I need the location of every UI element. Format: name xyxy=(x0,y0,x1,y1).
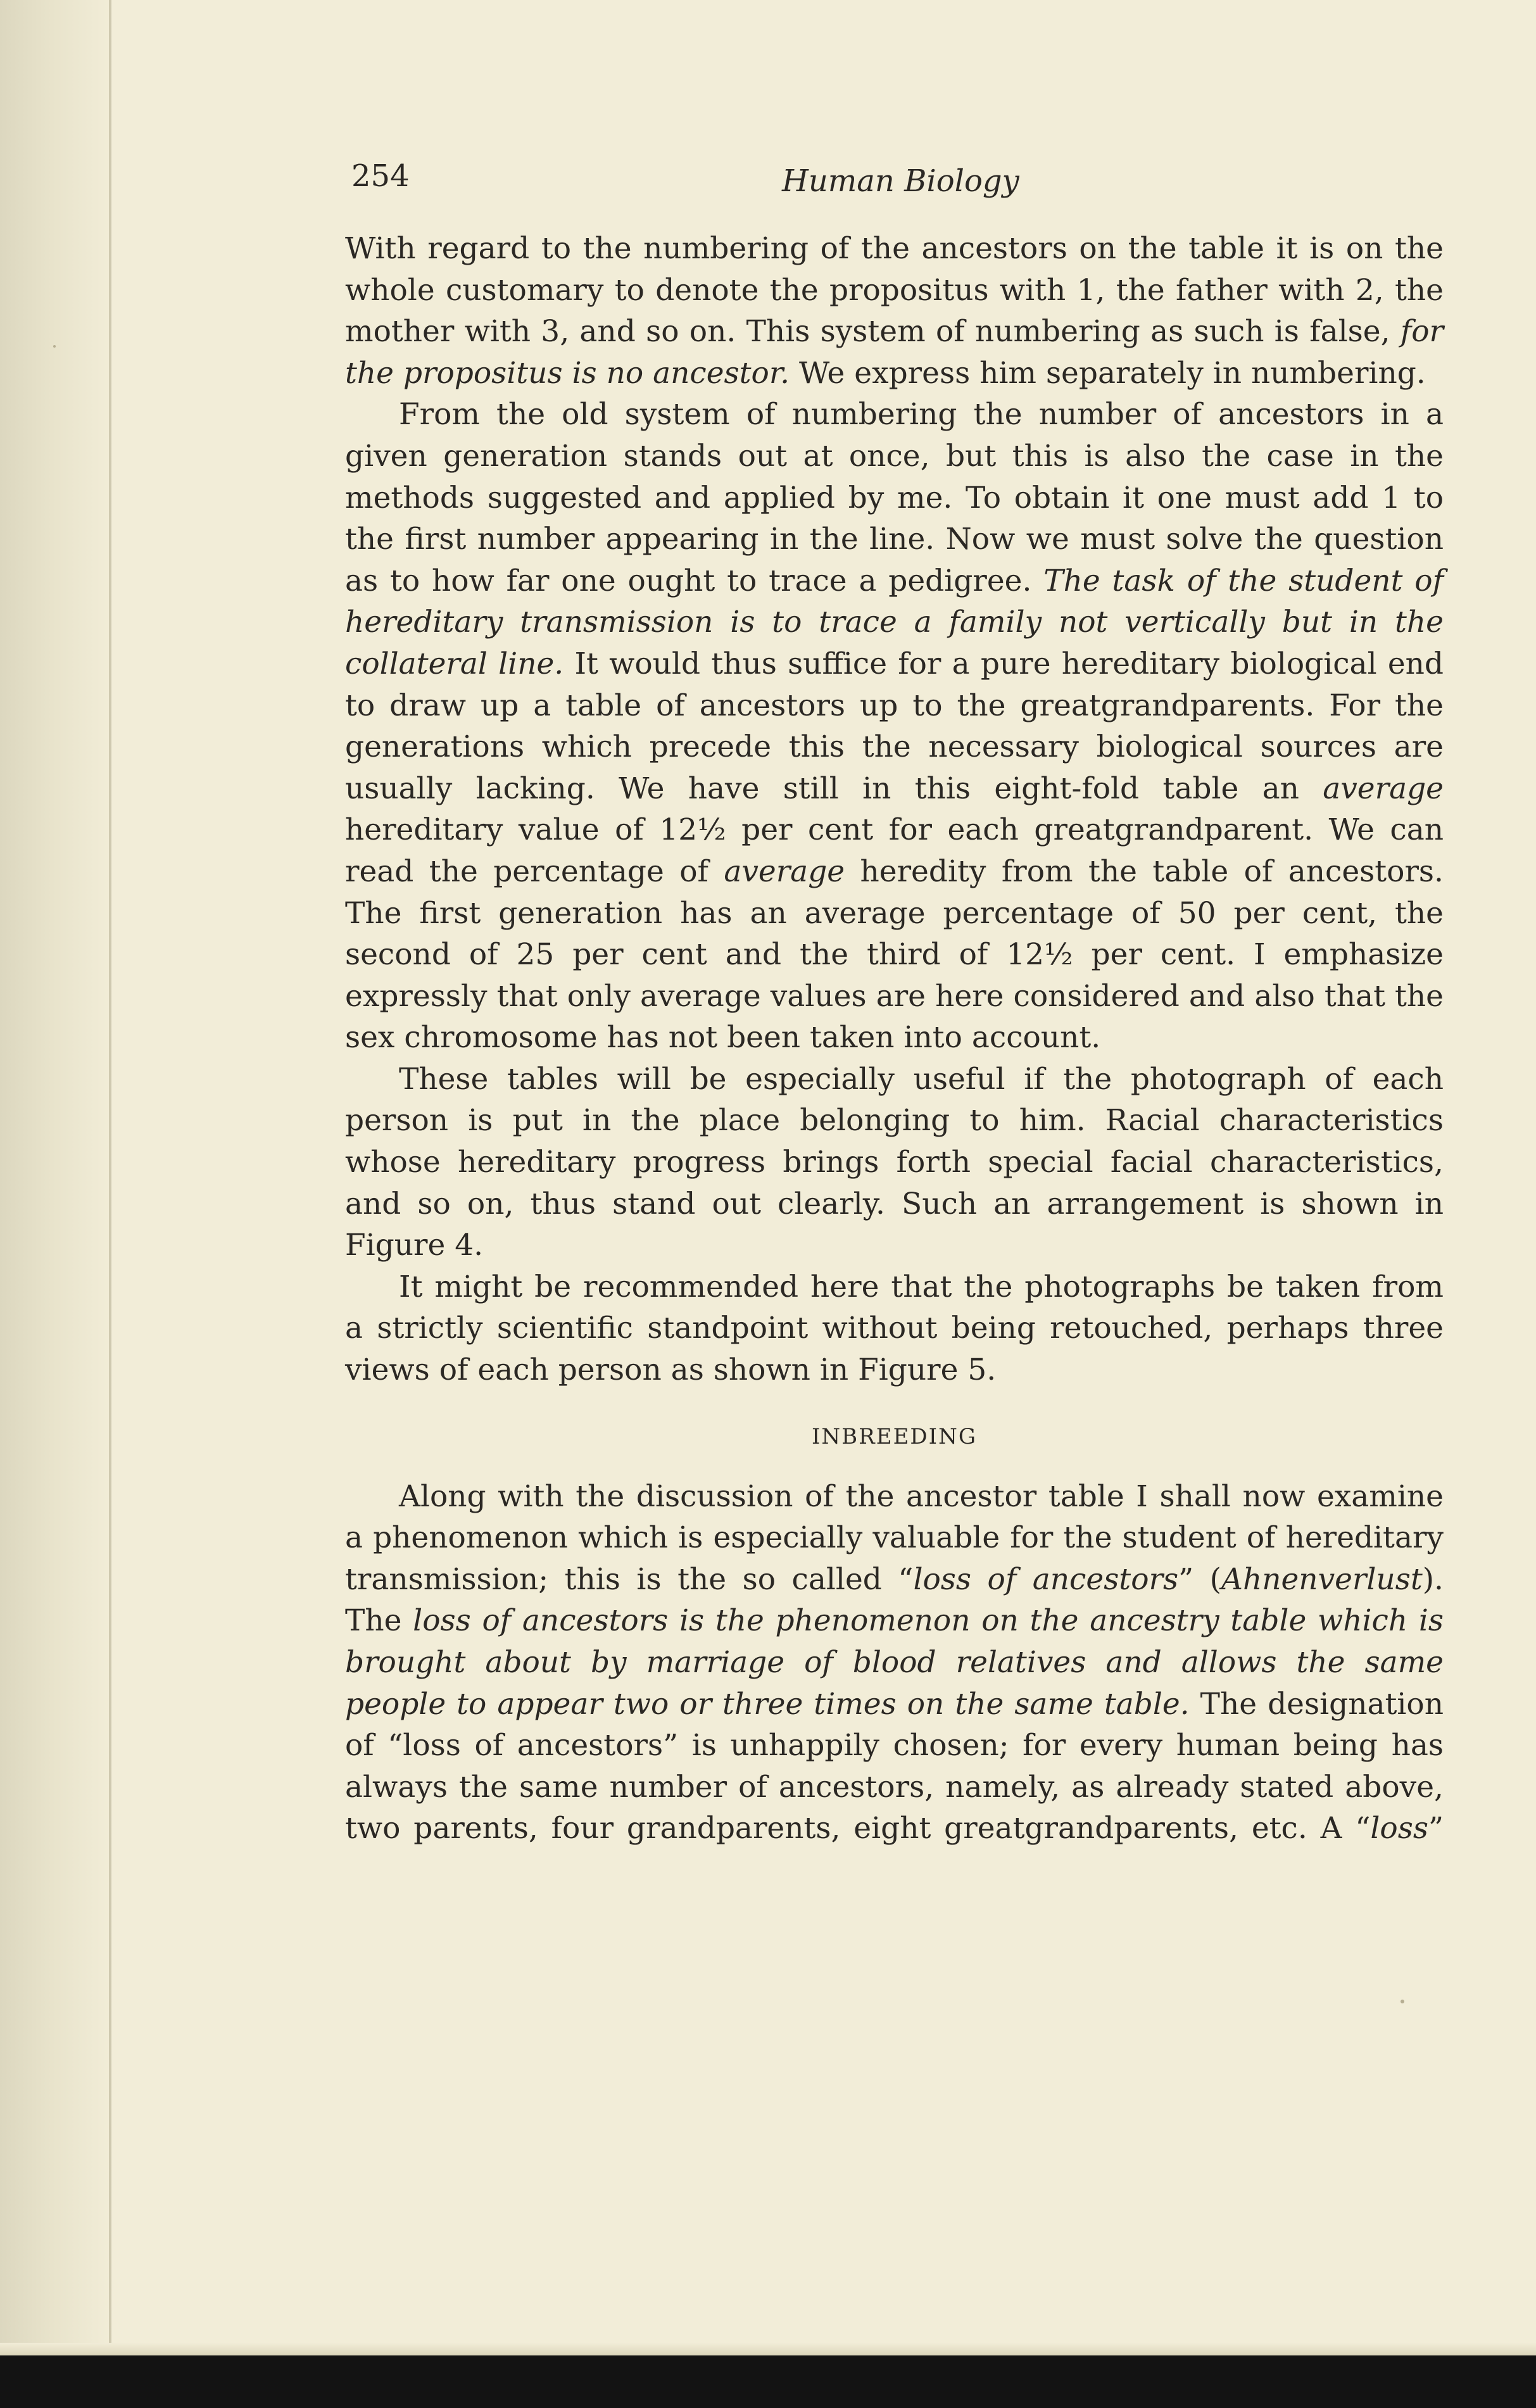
text-segment: heredity from the table of ancestors. The first generation has an average percentage of 50 per cent, the second of 25 per cent and the third of 12½ per cent. I emphasize expressly that only average values are here considered and also that the sex chromosome has not been taken into account. xyxy=(345,854,1444,1056)
paragraph xyxy=(345,228,1444,394)
binding-edge xyxy=(109,0,111,2355)
page-speck xyxy=(1401,2000,1404,2003)
paragraph xyxy=(345,1476,1444,1850)
italic-text-segment: loss of ancestors is the phenomenon on the ancestry table which is brought about by marriage of blood relatives and allows the same people to appear two or three times on the same table. xyxy=(345,1603,1444,1722)
text-segment: hereditary value of 12½ per cent for each greatgrandparent. We can read the percentage of xyxy=(345,812,1444,889)
paragraph xyxy=(345,394,1444,1059)
text-segment: These tables will be especially useful if the photograph of each person is put in the place belonging to him. Racial characteristics whose hereditary progress brings forth special facial characteristics, and so on, thus stand out clearly. Such an arrangement is shown in Figure 4. xyxy=(345,1061,1444,1263)
italic-text-segment: average xyxy=(1323,771,1444,806)
text-segment: ” ( xyxy=(1178,1561,1221,1597)
section-heading: INBREEDING xyxy=(811,1423,977,1449)
page-speck xyxy=(53,345,56,348)
italic-text-segment: loss of ancestors xyxy=(913,1561,1179,1597)
page-bottom-edge xyxy=(0,2343,1536,2355)
text-segment: It might be recommended here that the photographs be taken from a strictly scientific standpoint without being retouched, perhaps three views of each person as shown in Figure 5. xyxy=(345,1269,1444,1388)
text-segment: ” xyxy=(1428,1811,1444,1846)
page-number: 254 xyxy=(351,158,410,194)
text-segment: We express him separately in numbering. xyxy=(790,355,1426,391)
text-segment: The designation of “loss of ancestors” is unhappily chosen; for every human being has always the same number of ancestors, namely, as already stated above, two parents, four grandparents, eight greatgrandparents, etc. A “ xyxy=(345,1686,1444,1846)
binding-shadow xyxy=(0,0,114,2355)
text-segment: With regard to the numbering of the ancestors on the table it is on the whole customary to denote the propositus with 1, the father with 2, the mother with 3, and so on. This system of numbering as such is false, xyxy=(345,231,1444,350)
italic-text-segment: loss xyxy=(1370,1811,1428,1846)
body-text xyxy=(345,228,1444,1850)
paragraph xyxy=(345,1059,1444,1266)
text-segment: It would thus suffice for a pure hereditary biological end to draw up a table of ancestors up to the greatgrandparents. For the generations which precede this the necessary biological sources are usually lacking. We have still in this eight-fold table an xyxy=(345,646,1444,806)
page-header xyxy=(351,152,1440,209)
running-title: Human Biology xyxy=(782,163,1019,199)
text-segment: Along with the discussion of the ancestor table I shall now examine a phenomenon which is especially valuable for the student of hereditary transmission; this is the so called “ xyxy=(345,1478,1444,1597)
text-segment: ). The xyxy=(345,1561,1444,1639)
italic-text-segment: Ahnenverlust xyxy=(1221,1561,1423,1597)
italic-text-segment: The task of the student of hereditary transmission is to trace a family not vertically but in the collateral line. xyxy=(345,563,1444,681)
paragraph xyxy=(345,1266,1444,1391)
italic-text-segment: average xyxy=(724,854,845,889)
text-segment: From the old system of numbering the number of ancestors in a given generation stands out at once, but this is also the case in the methods suggested and applied by me. To obtain it one must add 1 to the first number appearing in the line. Now we must solve the question as to how far one ought to trace a pedigree. xyxy=(345,397,1444,598)
italic-text-segment: for the propositus is no ancestor. xyxy=(345,314,1444,391)
